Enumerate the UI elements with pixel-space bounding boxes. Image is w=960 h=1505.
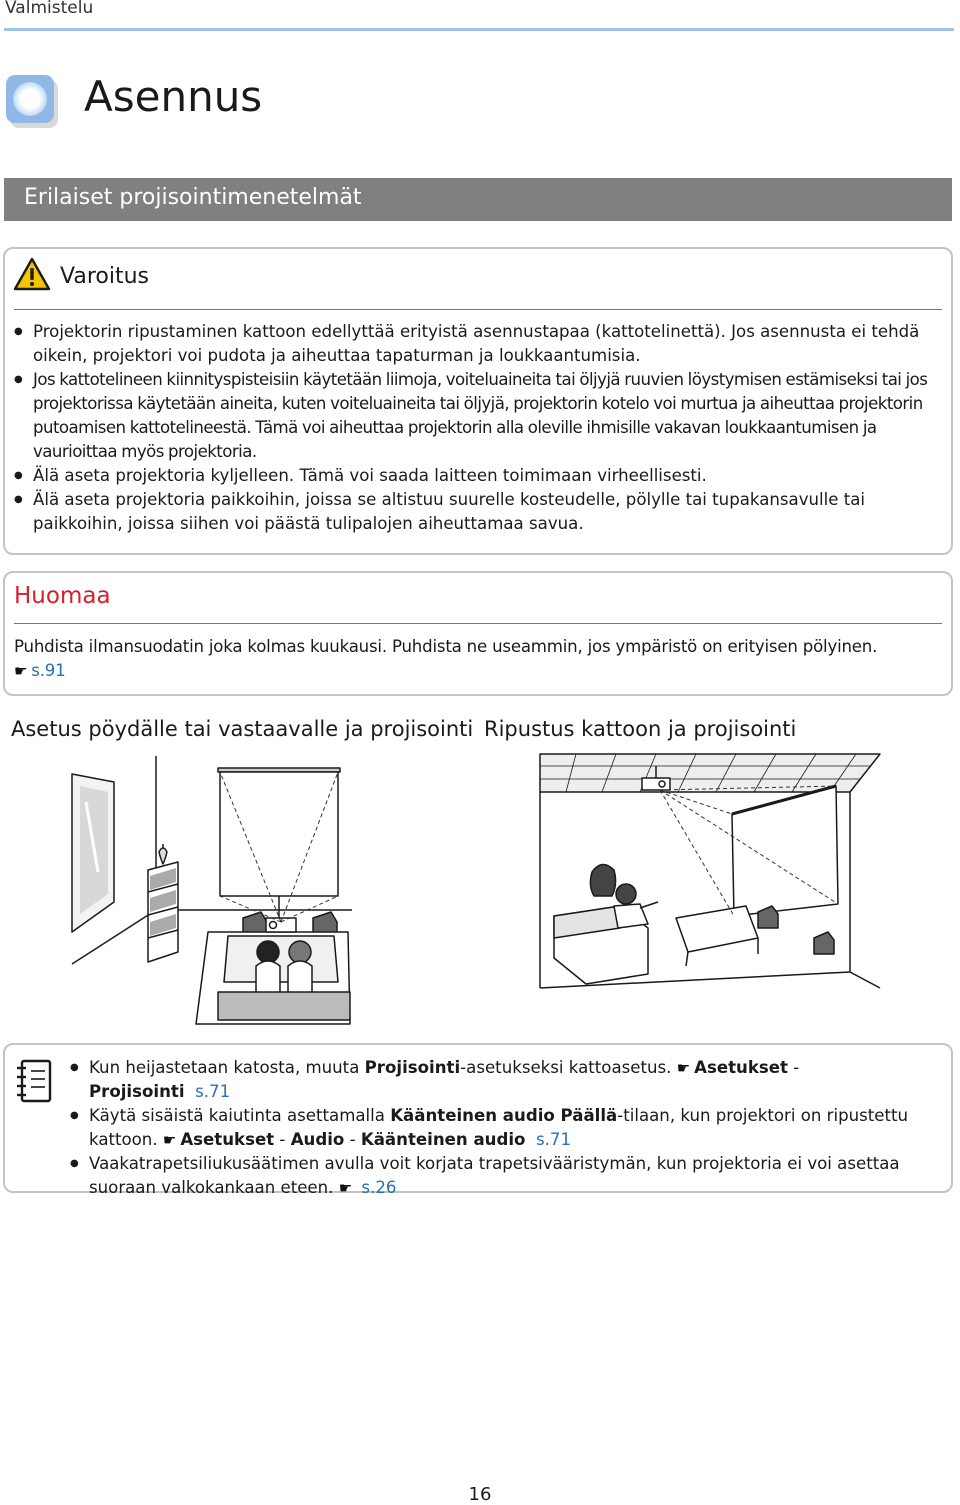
memo-bold: Käänteinen audio (360, 1130, 526, 1149)
memo-bold: Audio (290, 1130, 345, 1149)
warning-item: ● Projektorin ripustaminen kattoon edellyttää erityistä asennustapaa (kattotelinettä). Jos asennusta ei tehdä oikein, projektori voi pudota ja aiheuttaa tapaturman ja loukkaantumisia. (14, 320, 946, 368)
front-projection-illustration (68, 752, 360, 1027)
note-rule (14, 623, 942, 624)
ceiling-projection-illustration (536, 752, 884, 990)
memo-list (70, 1056, 940, 1200)
memo-page-link[interactable]: s.26 (361, 1178, 397, 1197)
memo-bold: Käänteinen audio Päällä (390, 1106, 618, 1125)
warning-list (14, 320, 946, 536)
note-text (14, 635, 946, 683)
pointing-hand-icon: ☛ (676, 1059, 691, 1077)
chapter-bubble-icon (6, 75, 54, 123)
memo-item (70, 1104, 940, 1152)
warning-title: Varoitus (60, 264, 149, 289)
memo-text: -asetukseksi kattoasetus. (460, 1058, 677, 1077)
memo-item (70, 1152, 940, 1200)
memo-text: Käytä sisäistä kaiutinta asettamalla (89, 1106, 391, 1125)
memo-text: Kun heijastetaan katosta, muuta (89, 1058, 365, 1077)
memo-page-link[interactable]: s.71 (195, 1082, 231, 1101)
note-page-link[interactable]: s.91 (31, 661, 66, 680)
warning-triangle-icon (13, 257, 51, 291)
memo-bold: Asetukset (180, 1130, 275, 1149)
memo-bold: Projisointi (89, 1082, 185, 1101)
memo-separator: - (787, 1058, 800, 1077)
warning-item: ● Älä aseta projektoria paikkoihin, joissa se altistuu suurelle kosteudelle, pölylle tai tupakansavulle tai paikkoihin, joissa siihen voi päästä tulipalojen aiheuttamaa savua. (14, 488, 946, 536)
memo-item (70, 1056, 940, 1104)
memo-text: Vaakatrapetsiliukusäätimen avulla voit korjata trapetsivääristymän, kun projektoria ei voi asettaa suoraan valkokankaan eteen. (89, 1154, 900, 1197)
header-rule (4, 28, 954, 31)
note-title: Huomaa (14, 583, 111, 609)
warning-item: ● Jos kattotelineen kiinnityspisteisiin käytetään liimoja, voiteluaineita tai öljyjä ruuvien löystymisen estämiseksi tai jos projektorissa käytetään aineita, kuten voiteluaineita tai öljyjä, projektorin kotelo voi murtua ja aiheuttaa projektorin putoamisen kattotelineestä. Tämä voi aiheuttaa projektorin alla oleville ihmisille vakavan loukkaantumisen ja vaurioittaa myös projektoria. (14, 368, 946, 464)
memo-bold: Asetukset (694, 1058, 788, 1077)
page-number: 16 (468, 1484, 492, 1505)
ceiling-projection-heading: Ripustus kattoon ja projisointi (484, 717, 797, 741)
memo-separator: - (344, 1130, 361, 1149)
header-section-label: Valmistelu (5, 0, 94, 18)
pointing-hand-icon: ☛ (162, 1131, 177, 1149)
page-title: Asennus (84, 72, 263, 121)
memo-bold: Projisointi (364, 1058, 461, 1077)
memo-notebook-icon (16, 1058, 54, 1104)
table-projection-heading: Asetus pöydälle tai vastaavalle ja projisointi (11, 717, 474, 741)
note-body: Puhdista ilmansuodatin joka kolmas kuukausi. Puhdista ne useammin, jos ympäristö on erityisen pölyinen. (14, 637, 878, 656)
memo-separator: - (274, 1130, 291, 1149)
memo-text: -tilaan, kun projektori on ripustettu kattoon. (89, 1106, 909, 1149)
memo-page-link[interactable]: s.71 (536, 1130, 572, 1149)
pointing-hand-icon: ☛ (14, 662, 28, 680)
warning-rule (14, 309, 942, 310)
section-title: Erilaiset projisointimenetelmät (24, 185, 362, 210)
pointing-hand-icon: ☛ (338, 1179, 353, 1197)
warning-item: ● Älä aseta projektoria kyljelleen. Tämä voi saada laitteen toimimaan virheellisesti. (14, 464, 946, 488)
